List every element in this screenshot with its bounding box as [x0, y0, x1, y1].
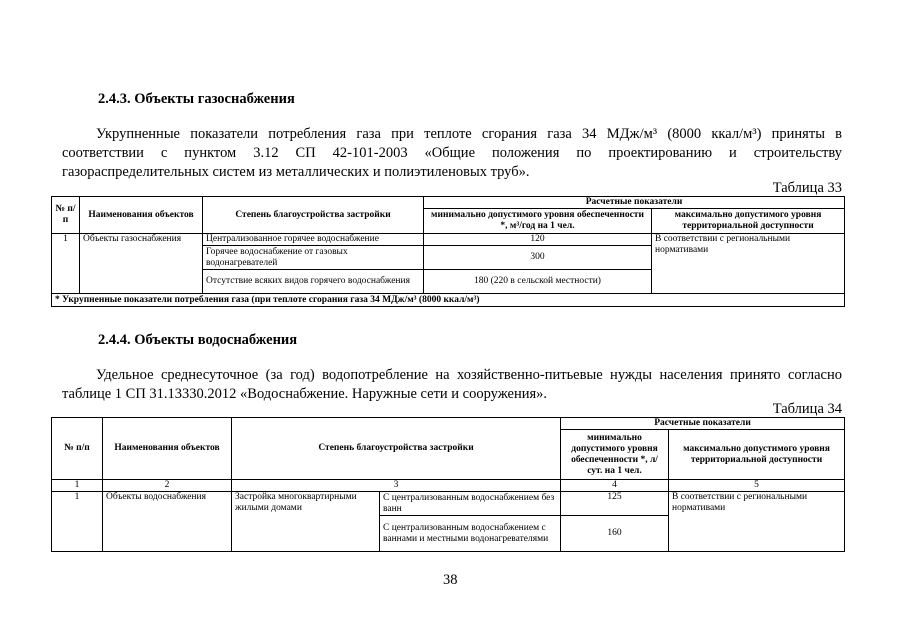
water-paragraph-line1: Удельное среднесуточное (за год) водопотребление на хозяйственно-питьевые нужды населения принято согласно [96, 367, 842, 383]
t33-header-name: Наименования объектов [80, 197, 203, 234]
page-number: 38 [443, 572, 458, 588]
t34-header-min: минимально допустимого уровня обеспеченности *, л/сут. на 1 чел. [561, 430, 669, 480]
t34-value-2: 160 [561, 516, 669, 552]
t34-header-name: Наименования объектов [103, 418, 232, 480]
t34-colnum-5: 5 [669, 480, 845, 492]
t33-degree-1: Централизованное горячее водоснабжение [203, 234, 424, 246]
t34-header-max: максимально допустимого уровня территориальной доступности [669, 430, 845, 480]
t34-header-num: № п/п [52, 418, 103, 480]
water-paragraph-line2: таблице 1 СП 31.13330.2012 «Водоснабжение. Наружные сети и сооружения». [62, 386, 548, 402]
t33-row-name: Объекты газоснабжения [80, 234, 203, 294]
t34-value-1: 125 [561, 492, 669, 516]
t34-header-degree: Степень благоустройства застройки [232, 418, 561, 480]
table33-caption: Таблица 33 [772, 180, 842, 196]
t34-colnum-3: 3 [232, 480, 561, 492]
t33-degree-2: Горячее водоснабжение от газовых водонагревателей [203, 246, 424, 270]
t33-header-num: № п/п [52, 197, 80, 234]
t33-footnote: * Укрупненные показатели потребления газа (при теплоте сгорания газа 34 МДж/м³ (8000 ккал/м³) [52, 294, 845, 307]
water-paragraph [62, 366, 842, 404]
gas-paragraph-line1: Укрупненные показатели потребления газа при теплоте сгорания газа 34 МДж/м³ (8000 ккал/м³) приняты в [96, 126, 842, 142]
t33-max-value: В соответствии с региональными нормативами [652, 234, 845, 294]
table-33 [51, 196, 845, 307]
t34-header-calc: Расчетные показатели [561, 418, 845, 430]
t34-max-value: В соответствии с региональными нормативами [669, 492, 845, 552]
t34-colnum-2: 2 [103, 480, 232, 492]
t34-row-num: 1 [52, 492, 103, 552]
t34-degree-2: С централизованным водоснабжением с ваннами и местными водонагревателями [380, 516, 561, 552]
section-heading-water: 2.4.4. Объекты водоснабжения [98, 332, 298, 348]
section-heading-gas: 2.4.3. Объекты газоснабжения [98, 91, 295, 107]
gas-paragraph-line3: газораспределительных систем из металлических и полиэтиленовых труб». [62, 164, 530, 180]
t33-header-min: минимально допустимого уровня обеспеченности *, м³/год на 1 чел. [424, 209, 652, 234]
gas-paragraph [62, 125, 842, 182]
t34-building: Застройка многоквартирными жилыми домами [232, 492, 380, 552]
t33-degree-3: Отсутствие всяких видов горячего водоснабжения [203, 270, 424, 294]
t34-colnum-1: 1 [52, 480, 103, 492]
table-34 [51, 417, 845, 552]
t33-header-max: максимально допустимого уровня территориальной доступности [652, 209, 845, 234]
table34-caption: Таблица 34 [772, 401, 842, 417]
t34-degree-1: С централизованным водоснабжением без ванн [380, 492, 561, 516]
t33-value-2: 300 [424, 246, 652, 270]
t34-row-name: Объекты водоснабжения [103, 492, 232, 552]
t33-value-1: 120 [424, 234, 652, 246]
t33-row-num: 1 [52, 234, 80, 294]
t33-header-degree: Степень благоустройства застройки [203, 197, 424, 234]
t33-value-3: 180 (220 в сельской местности) [424, 270, 652, 294]
t34-colnum-4: 4 [561, 480, 669, 492]
t33-header-calc: Расчетные показатели [424, 197, 845, 209]
gas-paragraph-line2: соответствии с пунктом 3.12 СП 42-101-2003 «Общие положения по проектированию и строительству [62, 145, 842, 161]
